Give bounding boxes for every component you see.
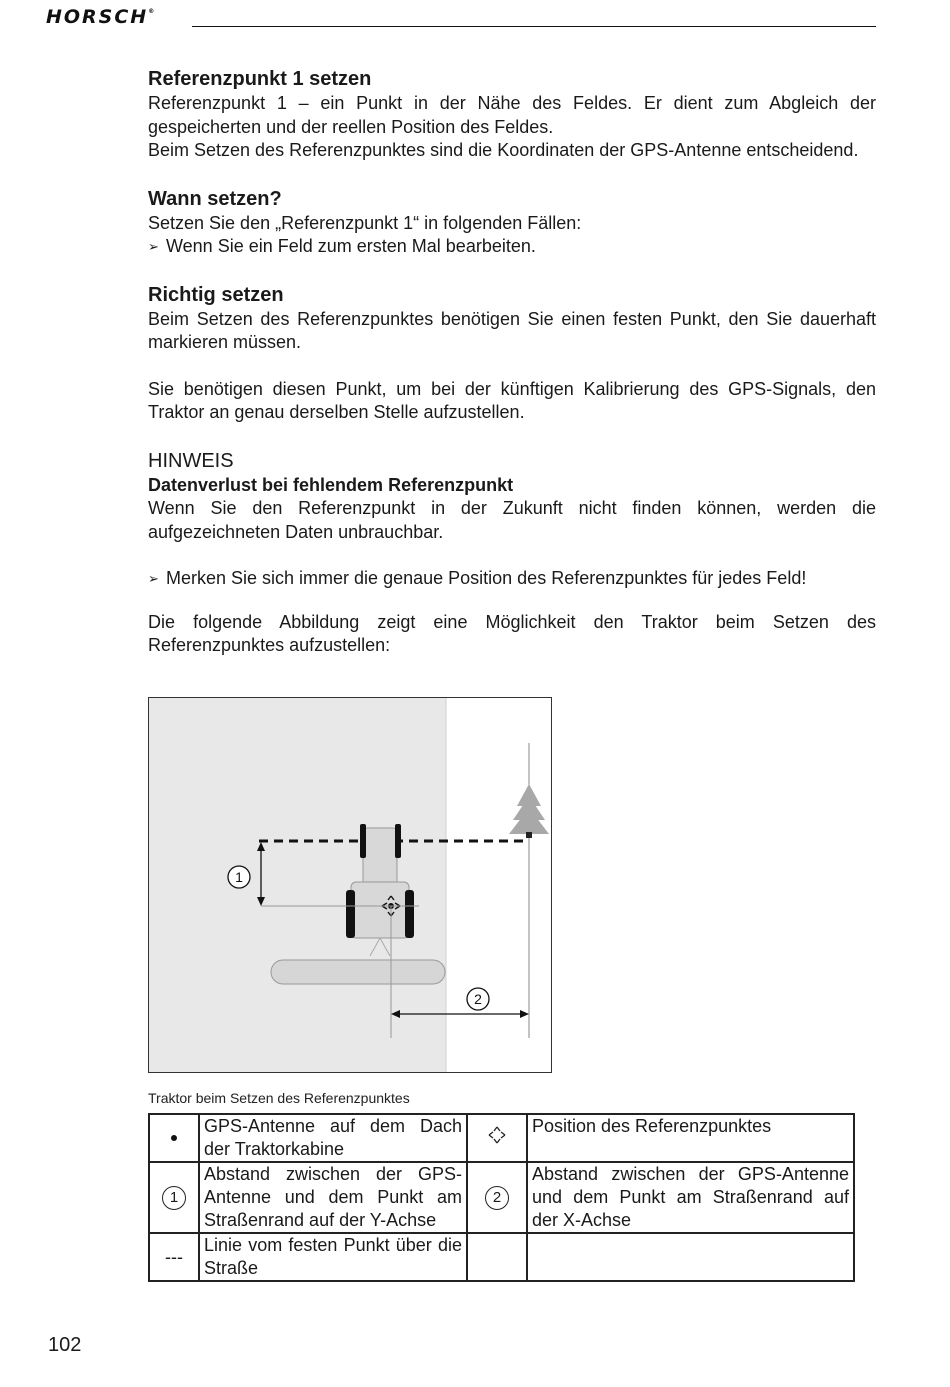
legend-symbol [467,1114,527,1162]
paragraph: Wenn Sie den Referenzpunkt in der Zukunft nicht finden können, werden die aufgezeichneten Daten unbrauchbar. [148,498,876,542]
bullet-item: ➢ Merken Sie sich immer die genaue Position des Referenzpunktes für jedes Feld! [148,567,876,591]
section-title-wann: Wann setzen? [148,187,282,210]
header-rule [192,26,876,27]
paragraph: Die folgende Abbildung zeigt eine Möglichkeit den Traktor beim Setzen des Referenzpunktes aufzustellen: [148,611,876,655]
label-2: 2 [474,991,482,1007]
paragraph: Sie benötigen diesen Punkt, um bei der künftigen Kalibrierung des GPS-Signals, den Traktor an genau derselben Stelle aufzustellen. [148,378,876,422]
hint-title: Datenverlust bei fehlendem Referenzpunkt [148,474,514,495]
main-content [148,66,876,658]
paragraph: Setzen Sie den „Referenzpunkt 1“ in folgenden Fällen: [148,212,582,233]
tractor-diagram [149,698,551,1072]
legend-symbol [149,1162,199,1233]
section-title-richtig: Richtig setzen [148,283,284,306]
legend-table [148,1113,855,1282]
label-1: 1 [235,869,243,885]
table-row [149,1114,854,1162]
hint-label: HINWEIS [148,449,234,472]
bullet-item: ➢ Wenn Sie ein Feld zum ersten Mal bearbeiten. [148,235,876,259]
legend-text: Abstand zwischen der GPS-Antenne und dem Punkt am Straßenrand auf der Y-Achse [199,1162,467,1233]
arrow-bullet-icon: ➢ [148,571,159,586]
legend-text: Linie vom festen Punkt über die Straße [199,1233,467,1281]
paragraph: Beim Setzen des Referenzpunktes benötigen Sie einen festen Punkt, den Sie dauerhaft markieren müssen. [148,308,876,352]
page-number: 102 [48,1334,82,1356]
paragraph: Beim Setzen des Referenzpunktes sind die Koordinaten der GPS-Antenne entscheidend. [148,140,859,160]
page-header [46,4,876,28]
legend-text: Abstand zwischen der GPS-Antenne und dem Punkt am Straßenrand auf der X-Achse [527,1162,854,1233]
legend-text: Position des Referenzpunktes [527,1114,854,1162]
paragraph: Referenzpunkt 1 – ein Punkt in der Nähe des Feldes. Er dient zum Abgleich der gespeicherten und der reellen Position des Feldes. [148,93,876,137]
legend-symbol [467,1162,527,1233]
table-row [149,1162,854,1233]
legend-symbol [149,1114,199,1162]
label-2-circle: 2 [485,1186,509,1210]
road-area [446,698,551,1072]
legend-symbol: --- [149,1233,199,1281]
legend-symbol [467,1233,527,1281]
table-row [149,1233,854,1281]
label-1-circle: 1 [162,1186,186,1210]
tractor-figure [148,697,552,1073]
gps-antenna-icon [168,1132,180,1144]
implement [271,960,445,984]
section-title-referenzpunkt: Referenzpunkt 1 setzen [148,68,372,90]
figure-caption: Traktor beim Setzen des Referenzpunktes [148,1090,410,1106]
reference-point-icon [486,1124,508,1146]
legend-text [527,1233,854,1281]
arrow-bullet-icon: ➢ [148,239,159,254]
horsch-logo: HORSCH® [46,6,155,28]
legend-text: GPS-Antenne auf dem Dach der Traktorkabine [199,1114,467,1162]
